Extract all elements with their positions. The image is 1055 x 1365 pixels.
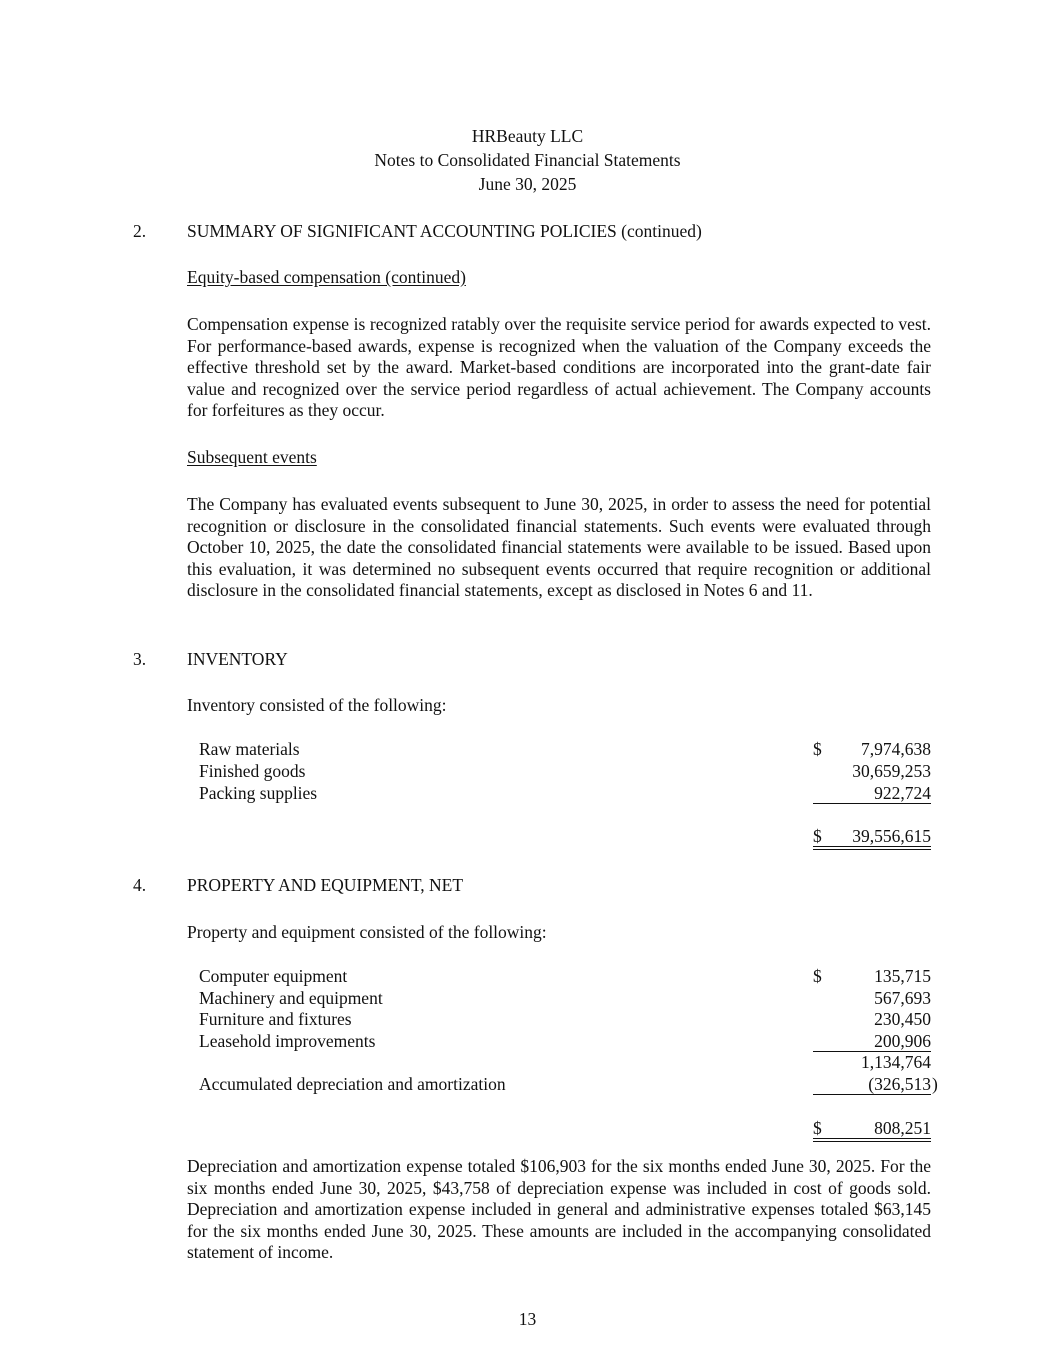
row-amount: 230,450 (874, 1009, 931, 1029)
property-intro: Property and equipment consisted of the following: (187, 922, 547, 942)
equity-comp-subheading: Equity-based compensation (continued) (187, 267, 466, 287)
property-subtotal: 1,134,764 (861, 1052, 931, 1072)
document-date: June 30, 2025 (478, 174, 577, 194)
company-name: HRBeauty LLC (471, 126, 584, 146)
total-double-rule (813, 1118, 931, 1142)
row-label: Leasehold improvements (199, 1031, 376, 1051)
row-amount: 567,693 (874, 988, 931, 1008)
currency-symbol: $ (813, 1118, 822, 1138)
row-label: Computer equipment (199, 966, 348, 986)
currency-symbol: $ (813, 739, 822, 759)
row-amount: 30,659,253 (852, 761, 931, 781)
row-label: Furniture and fixtures (199, 1009, 352, 1029)
table-row (199, 966, 931, 988)
row-amount: 200,906 (874, 1031, 931, 1051)
section-2-heading: SUMMARY OF SIGNIFICANT ACCOUNTING POLICIES (continued) (187, 221, 702, 241)
depreciation-paragraph: Depreciation and amortization expense totaled $106,903 for the six months ended June 30, 2025. For the six months ended June 30, 2025, $43,758 of depreciation expense was included in cost of goods sold. Depreciation and amortization expense included in general and administrative expenses totaled $63,145 for the six months ended June 30, 2025. These amounts are included in the accompanying consolidated statement of income. (187, 1156, 931, 1263)
row-amount: (326,513 (868, 1074, 931, 1094)
row-amount: 7,974,638 (861, 739, 931, 759)
accumulated-depreciation-row (199, 1074, 938, 1096)
row-amount: 135,715 (874, 966, 931, 986)
section-4-number: 4. (133, 875, 147, 895)
table-row (199, 988, 931, 1010)
closing-paren: ) (932, 1074, 938, 1094)
inventory-total-row (199, 826, 931, 848)
table-row (199, 1009, 931, 1031)
table-row (199, 1031, 931, 1053)
subtotal-row (199, 1052, 931, 1074)
section-2-number: 2. (133, 221, 147, 241)
subsequent-events-paragraph: The Company has evaluated events subsequent to June 30, 2025, in order to assess the need for potential recognition or disclosure in the consolidated financial statements. Such events were evaluated through October 10, 2025, the date the consolidated financial statements were available to be issued. Based upon this evaluation, it was determined no subsequent events occurred that require recognition or additional disclosure in the consolidated financial statements, except as disclosed in Notes 6 and 11. (187, 494, 931, 601)
table-row (199, 783, 931, 805)
currency-symbol: $ (813, 826, 822, 846)
currency-symbol: $ (813, 966, 822, 986)
row-amount: 922,724 (874, 783, 931, 803)
inventory-intro: Inventory consisted of the following: (187, 695, 447, 715)
table-row (199, 739, 931, 761)
subtotal-rule (813, 1031, 931, 1052)
subtotal-rule (813, 1074, 931, 1095)
subsequent-events-subheading: Subsequent events (187, 447, 317, 467)
row-label: Accumulated depreciation and amortization (199, 1074, 506, 1094)
section-3-number: 3. (133, 649, 147, 669)
row-label: Machinery and equipment (199, 988, 383, 1008)
subtotal-rule (813, 783, 931, 804)
page-number: 13 (518, 1309, 537, 1329)
property-total: 808,251 (874, 1118, 931, 1138)
row-label: Raw materials (199, 739, 300, 759)
section-4-heading: PROPERTY AND EQUIPMENT, NET (187, 875, 464, 895)
table-row (199, 761, 931, 783)
total-double-rule (813, 826, 931, 850)
row-label: Finished goods (199, 761, 306, 781)
inventory-total: 39,556,615 (852, 826, 931, 846)
section-3-heading: INVENTORY (187, 649, 288, 669)
equity-comp-paragraph: Compensation expense is recognized ratably over the requisite service period for awards expected to vest. For performance-based awards, expense is recognized when the valuation of the Company exceeds the effective threshold set by the award. Market-based conditions are incorporated into the grant-date fair value and recognized over the service period regardless of actual achievement. The Company accounts for forfeitures as they occur. (187, 314, 931, 421)
document-title: Notes to Consolidated Financial Statements (374, 150, 681, 170)
row-label: Packing supplies (199, 783, 318, 803)
property-total-row (199, 1118, 931, 1140)
